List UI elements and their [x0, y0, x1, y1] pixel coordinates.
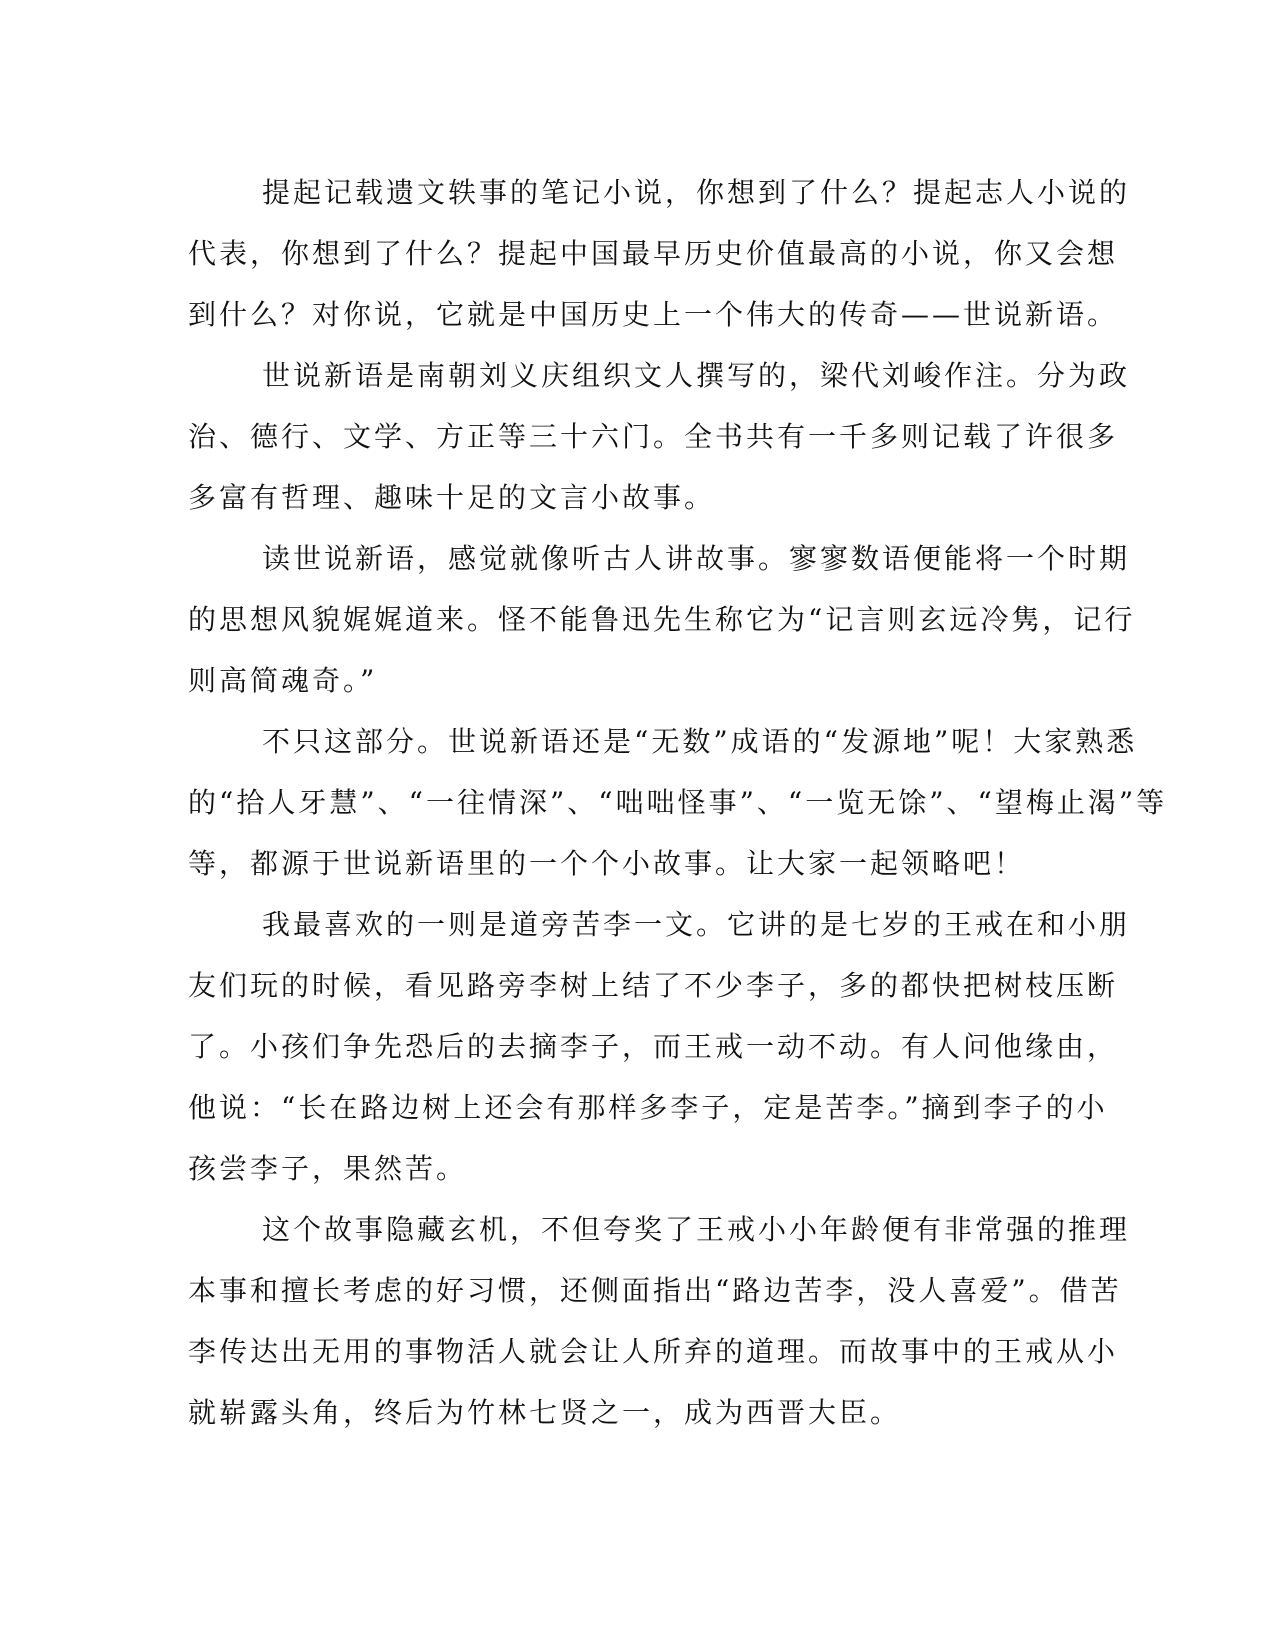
text-line: 读世说新语，感觉就像听古人讲故事。寥寥数语便能将一个时期 — [262, 542, 1131, 575]
paragraph-1 — [188, 162, 1131, 345]
text-line: 等，都源于世说新语里的一个个小故事。让大家一起领略吧！ — [188, 847, 1026, 880]
text-line: 的思想风貌娓娓道来。怪不能鲁迅先生称它为“记言则玄远冷隽，记行 — [188, 603, 1136, 636]
text-line: 的“拾人牙慧”、“一往情深”、“咄咄怪事”、“一览无馀”、“望梅止渴”等 — [188, 786, 1168, 819]
text-line: 多富有哲理、趣味十足的文言小故事。 — [188, 481, 716, 514]
document-body — [188, 162, 1168, 1443]
text-line: 提起记载遗文轶事的笔记小说，你想到了什么？提起志人小说的 — [262, 176, 1131, 209]
text-line: 治、德行、文学、方正等三十六门。全书共有一千多则记载了许很多 — [188, 420, 1119, 453]
text-line: 就崭露头角，终后为竹林七贤之一，成为西晋大臣。 — [188, 1396, 902, 1429]
text-line: 本事和擅长考虑的好习惯，还侧面指出“路边苦李，没人喜爱”。借苦 — [188, 1274, 1122, 1307]
text-line: 则高简魂奇。” — [188, 664, 378, 697]
paragraph-3 — [188, 528, 1136, 711]
text-line: 友们玩的时候，看见路旁李树上结了不少李子，多的都快把树枝压断 — [188, 969, 1119, 1002]
text-line: 这个故事隐藏玄机，不但夸奖了王戒小小年龄便有非常强的推理 — [262, 1213, 1131, 1246]
text-line: 我最喜欢的一则是道旁苦李一文。它讲的是七岁的王戒在和小朋 — [262, 908, 1131, 941]
paragraph-6 — [188, 1199, 1131, 1443]
text-line: 李传达出无用的事物活人就会让人所弃的道理。而故事中的王戒从小 — [188, 1335, 1119, 1368]
paragraph-5 — [188, 894, 1131, 1199]
text-line: 不只这部分。世说新语还是“无数”成语的“发源地”呢！大家熟悉 — [262, 725, 1138, 758]
paragraph-4 — [188, 711, 1168, 894]
text-line: 到什么？对你说，它就是中国历史上一个伟大的传奇——世说新语。 — [188, 298, 1119, 331]
text-line: 代表，你想到了什么？提起中国最早历史价值最高的小说，你又会想 — [188, 237, 1119, 270]
text-line: 孩尝李子，果然苦。 — [188, 1152, 468, 1185]
text-line: 了。小孩们争先恐后的去摘李子，而王戒一动不动。有人问他缘由， — [188, 1030, 1119, 1063]
paragraph-2 — [188, 345, 1131, 528]
text-line: 世说新语是南朝刘义庆组织文人撰写的，梁代刘峻作注。分为政 — [262, 359, 1131, 392]
text-line: 他说：“长在路边树上还会有那样多李子，定是苦李。”摘到李子的小 — [188, 1091, 1108, 1124]
